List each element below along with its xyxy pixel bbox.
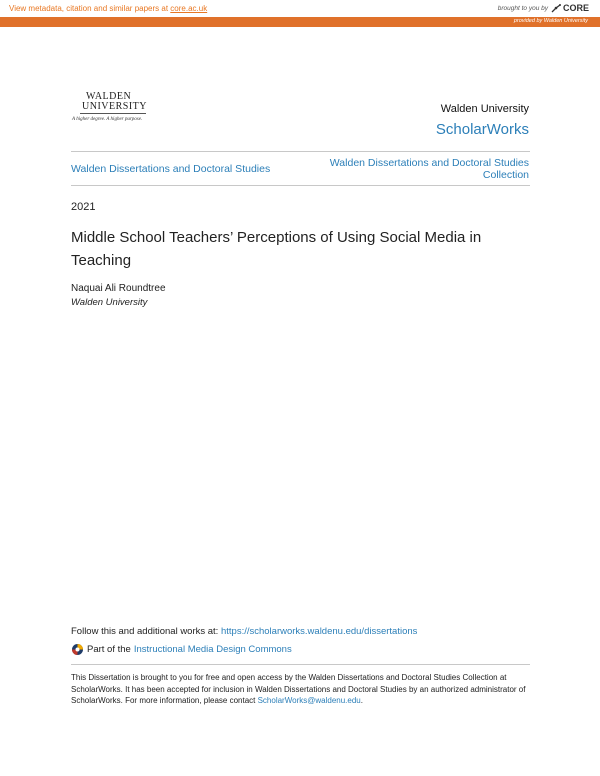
core-banner: [0, 0, 600, 17]
logo-divider: [80, 113, 146, 114]
document-title: Middle School Teachers’ Perceptions of Using Social Media in Teaching: [71, 229, 482, 269]
core-logo[interactable]: CORE: [551, 3, 589, 13]
walden-university-logo[interactable]: [72, 91, 152, 127]
logo-line-2: UNIVERSITY: [82, 101, 147, 112]
contact-email-link[interactable]: ScholarWorks@waldenu.edu: [257, 696, 361, 705]
institution-name: Walden University: [440, 103, 529, 115]
core-provided-strip: [0, 17, 600, 27]
core-logo-icon: [551, 4, 561, 13]
divider-top: [71, 151, 530, 152]
dissertations-url-link[interactable]: https://scholarworks.waldenu.edu/dissertations: [220, 626, 418, 637]
core-link[interactable]: core.ac.uk: [170, 4, 208, 13]
dissertations-collection-link[interactable]: Walden Dissertations and Doctoral Studies Collection: [329, 157, 529, 181]
core-provided-text: provided by Walden University: [513, 18, 588, 24]
commons-link[interactable]: Instructional Media Design Commons: [133, 644, 292, 655]
publication-year: 2021: [71, 201, 96, 213]
divider-bottom: [71, 664, 530, 665]
author-name: Naquai Ali Roundtree: [71, 283, 166, 294]
follow-works-line: Follow this and additional works at: https://scholarworks.waldenu.edu/dissertations: [71, 626, 418, 637]
core-metadata-text: View metadata, citation and similar papers at core.ac.uk: [9, 4, 208, 13]
dissertations-link[interactable]: Walden Dissertations and Doctoral Studies: [71, 163, 271, 175]
divider-middle: [71, 185, 530, 186]
author-affiliation: Walden University: [71, 297, 148, 308]
network-commons-icon: [71, 643, 84, 656]
core-brought-by[interactable]: brought to you by CORE: [497, 3, 589, 13]
scholarworks-link[interactable]: ScholarWorks: [435, 121, 529, 138]
logo-tagline: A higher degree. A higher purpose.: [72, 117, 143, 122]
access-statement: This Dissertation is brought to you for free and open access by the Walden Dissertations and Doctoral Studies Collection at ScholarWorks. It has been accepted for inclusion in Walden Dissertations and Doctoral Studies by an authorized administrator of ScholarWorks. For more information, please contact ScholarWorks@waldenu.edu.: [71, 673, 526, 705]
logo-line-1: WALDEN: [86, 91, 132, 102]
part-of-line: Part of the Instructional Media Design Commons: [71, 643, 292, 656]
